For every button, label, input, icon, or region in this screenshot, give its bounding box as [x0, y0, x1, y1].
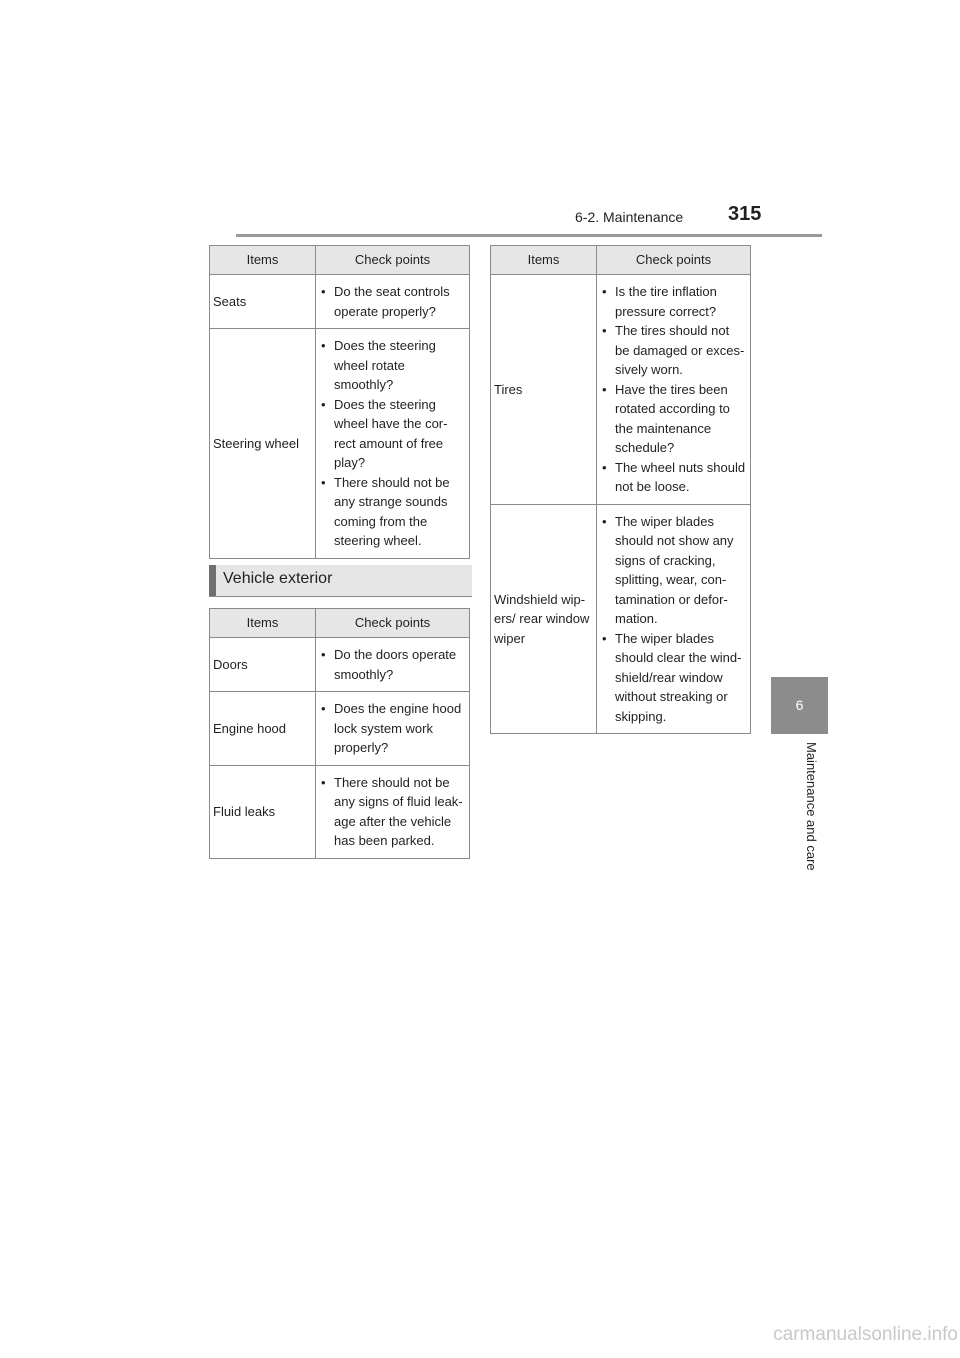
interior-check-table	[209, 245, 470, 559]
section-heading-text: Vehicle exterior	[223, 570, 333, 587]
check-point: • Does the steering wheel have the cor- rect amount of free play?	[320, 395, 465, 473]
table-row	[210, 638, 470, 692]
items-column-header: Items	[210, 246, 316, 275]
check-point: • The wiper blades should not show any signs of cracking, splitting, wear, con- tamination or defor- mation.	[601, 512, 746, 629]
check-points-column-header: Check points	[316, 609, 470, 638]
check-points-cell	[316, 638, 470, 692]
check-points-cell	[316, 765, 470, 858]
tires-wipers-check-table	[490, 245, 751, 734]
check-point: • The wheel nuts should not be loose.	[601, 458, 746, 497]
item-cell: Doors	[210, 638, 316, 692]
item-cell: Fluid leaks	[210, 765, 316, 858]
item-cell: Steering wheel	[210, 329, 316, 559]
check-points-column-header: Check points	[597, 246, 751, 275]
check-points-cell	[316, 692, 470, 766]
check-point: • Does the steering wheel rotate smoothly?	[320, 336, 465, 395]
table-row	[210, 765, 470, 858]
check-point: • There should not be any signs of fluid leak- age after the vehicle has been parked.	[320, 773, 465, 851]
check-point: • There should not be any strange sounds coming from the steering wheel.	[320, 473, 465, 551]
section-heading	[209, 565, 472, 597]
items-column-header: Items	[210, 609, 316, 638]
item-cell: Tires	[491, 275, 597, 505]
heading-accent-bar	[209, 565, 216, 596]
item-cell: Windshield wip- ers/ rear window wiper	[491, 504, 597, 734]
header-divider	[236, 234, 822, 237]
table-row	[491, 504, 751, 734]
chapter-tab: 6	[771, 677, 828, 734]
check-point: • Have the tires been rotated according to the maintenance schedule?	[601, 380, 746, 458]
table-header-row	[491, 246, 751, 275]
section-title: 6-2. Maintenance	[575, 209, 684, 225]
item-cell: Seats	[210, 275, 316, 329]
check-points-cell	[316, 275, 470, 329]
check-points-cell	[597, 275, 751, 505]
check-points-cell	[316, 329, 470, 559]
table-header-row	[210, 246, 470, 275]
check-point: • Is the tire inflation pressure correct?	[601, 282, 746, 321]
page-number: 315	[728, 203, 762, 225]
table-row	[210, 692, 470, 766]
check-points-column-header: Check points	[316, 246, 470, 275]
item-cell: Engine hood	[210, 692, 316, 766]
table-row	[491, 275, 751, 505]
check-point: • The tires should not be damaged or exces- sively worn.	[601, 321, 746, 380]
exterior-check-table	[209, 608, 470, 859]
check-point: • Does the engine hood lock system work properly?	[320, 699, 465, 758]
check-point: • Do the doors operate smoothly?	[320, 645, 465, 684]
items-column-header: Items	[491, 246, 597, 275]
check-points-cell	[597, 504, 751, 734]
chapter-label: Maintenance and care	[804, 742, 819, 871]
watermark: carmanualsonline.info	[773, 1324, 958, 1345]
table-row	[210, 275, 470, 329]
table-header-row	[210, 609, 470, 638]
check-point: • Do the seat controls operate properly?	[320, 282, 465, 321]
check-point: • The wiper blades should clear the wind- shield/rear window without streaking or skipping.	[601, 629, 746, 727]
table-row	[210, 329, 470, 559]
